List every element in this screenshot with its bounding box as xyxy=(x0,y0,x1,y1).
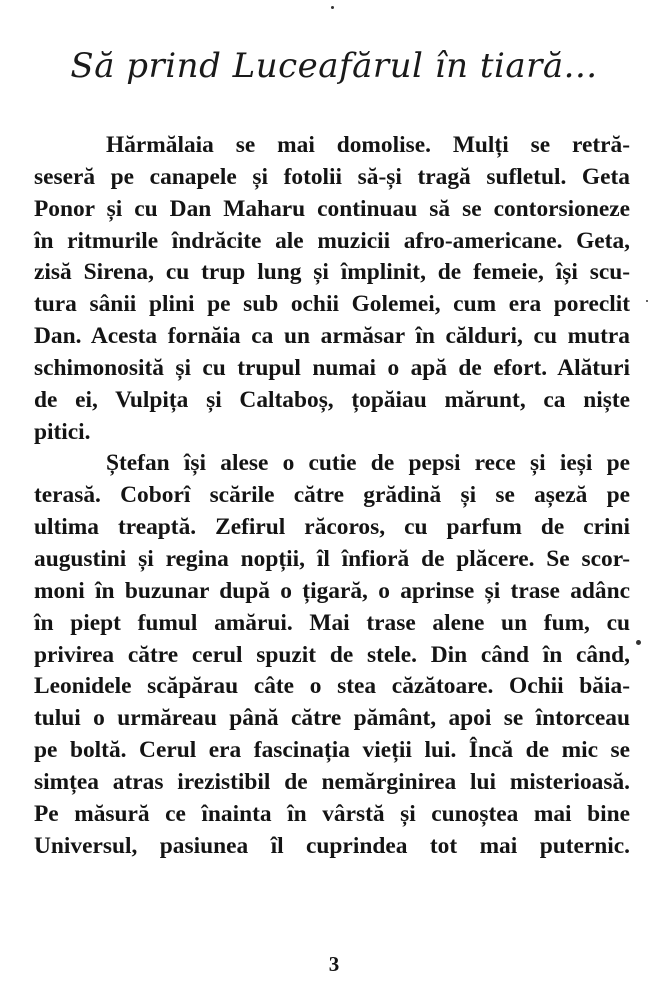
text-line: în ritmurile îndrăcite ale muzicii afro-americane. Geta, xyxy=(34,227,630,254)
text-line: privirea către cerul spuzit de stele. Din când în când, xyxy=(34,641,630,668)
page-number: 3 xyxy=(328,952,340,976)
text-line: tului o urmăreau până către pământ, apoi se întorceau xyxy=(34,705,630,732)
text-line: augustini și regina nopții, îl înfioră de plăcere. Se scor- xyxy=(34,545,630,572)
text-line: terasă. Coborî scările către grădină și se așeză pe xyxy=(34,482,630,509)
text-line: în piept fumul amărui. Mai trase alene un fum, cu xyxy=(34,609,630,636)
body-text xyxy=(34,130,630,862)
text-line: pitici. xyxy=(34,418,91,445)
text-line: Ștefan își alese o cutie de pepsi rece și ieși pe xyxy=(106,450,630,477)
text-line: Pe măsură ce înainta în vârstă și cunoștea mai bine xyxy=(34,800,630,827)
text-line: zisă Sirena, cu trup lung și împlinit, de femeie, își scu- xyxy=(34,259,630,286)
text-line: pe boltă. Cerul era fascinația vieții lui. Încă de mic se xyxy=(34,737,630,764)
text-line: Universul, pasiunea îl cuprindea tot mai puternic. xyxy=(34,832,630,859)
text-line: seseră pe canapele și fotolii să-și tragă sufletul. Geta xyxy=(34,163,630,190)
text-line: Hărmălaia se mai domolise. Mulți se retră- xyxy=(106,132,630,158)
text-line: simțea atras irezistibil de nemărginirea lui misterioasă. xyxy=(34,768,630,795)
text-line: moni în buzunar după o țigară, o aprinse și trase adânc xyxy=(34,577,630,604)
text-line: tura sânii plini pe sub ochii Golemei, cum era poreclit xyxy=(34,291,630,318)
text-line: schimonosită și cu trupul numai o apă de efort. Alături xyxy=(34,354,630,381)
scan-speck xyxy=(636,640,641,645)
text-line: de ei, Vulpița și Caltaboș, țopăiau mărunt, ca niște xyxy=(34,386,630,413)
scan-speck xyxy=(646,300,648,302)
text-line: Leonidele scăpărau câte o stea căzătoare. Ochii băia- xyxy=(34,673,630,700)
text-line: Dan. Acesta fornăia ca un armăsar în călduri, cu mutra xyxy=(34,323,630,350)
text-line: ultima treaptă. Zefirul răcoros, cu parfum de crini xyxy=(34,514,630,541)
text-line: Ponor și cu Dan Maharu continuau să se contorsioneze xyxy=(34,195,630,222)
chapter-title: Să prind Luceafărul în tiară... xyxy=(70,46,598,86)
scan-speck xyxy=(331,6,334,9)
